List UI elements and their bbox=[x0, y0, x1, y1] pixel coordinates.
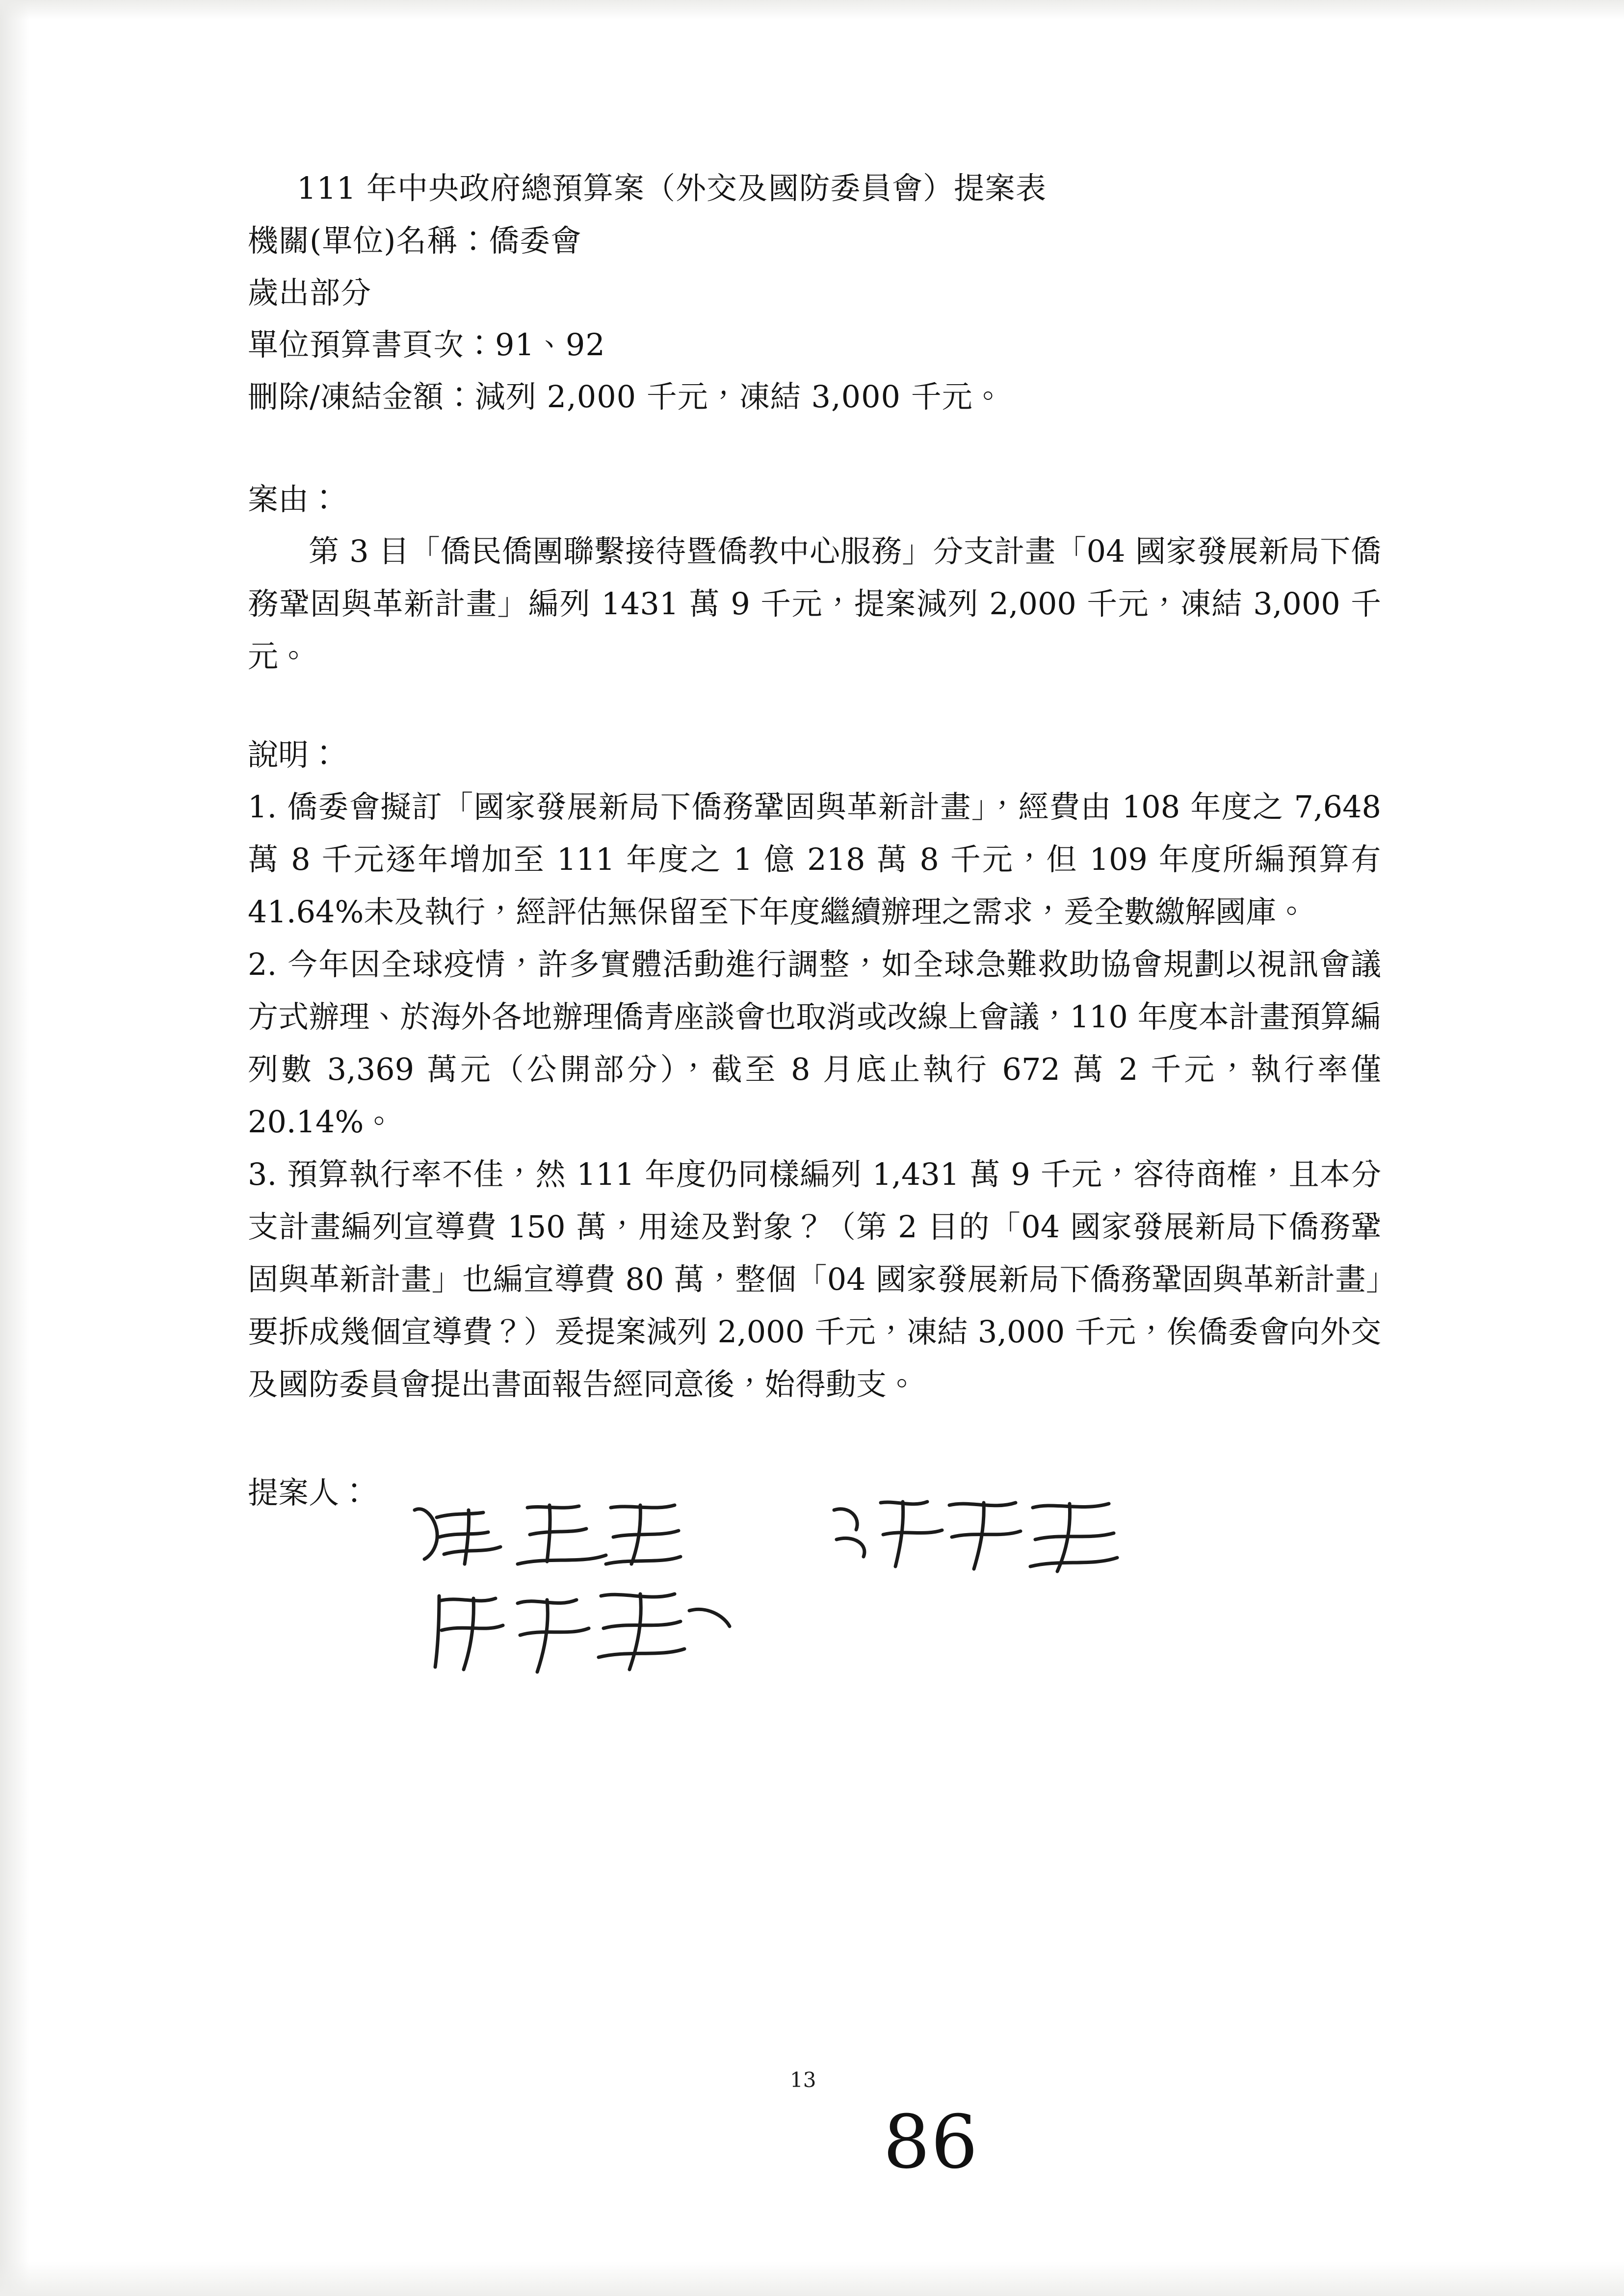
signature-wen-yu-hsia bbox=[410, 1490, 684, 1584]
scan-shadow-bottom bbox=[0, 2262, 1624, 2296]
scan-shadow-left bbox=[0, 0, 29, 2296]
document-body bbox=[248, 162, 1391, 1679]
explanation-item-1: 1. 僑委會擬訂「國家發展新局下僑務鞏固與革新計畫」，經費由 108 年度之 7,648 萬 8 千元逐年增加至 111 年度之 1 億 218 萬 8 千元，但 109 年度所編預算有 41.64%未及執行，經評估無保留至下年度繼續辦理之需求，爰全數繳解國庫。 bbox=[248, 789, 1391, 930]
spacer-after-header bbox=[248, 423, 1381, 474]
spacer-after-reason bbox=[248, 682, 1381, 730]
field-budget-book-pages: 單位預算書頁次：91、92 bbox=[248, 327, 605, 363]
field-cut-freeze-amount: 刪除/凍結金額：減列 2,000 千元，凍結 3,000 千元。 bbox=[248, 379, 1004, 415]
signature-area bbox=[248, 1517, 1381, 1679]
reason-body: 第 3 目「僑民僑團聯繫接待暨僑教中心服務」分支計畫「04 國家發展新局下僑務鞏固與革新計畫」編列 1431 萬 9 千元，提案減列 2,000 千元，凍結 3,000 千元。 bbox=[248, 533, 1381, 674]
document-title: 111 年中央政府總預算案（外交及國防委員會）提案表 bbox=[297, 170, 1047, 206]
proposer-label: 提案人： bbox=[248, 1475, 370, 1511]
reason-label: 案由： bbox=[248, 481, 340, 517]
item-number: 13 bbox=[790, 2068, 816, 2092]
explanation-item-3: 3. 預算執行率不佳，然 111 年度仍同樣編列 1,431 萬 9 千元，容待商榷，且本分支計畫編列宣導費 150 萬，用途及對象？（第 2 目的「04 國家發展新局下僑務鞏固與革新計畫」也編宣導費 80 萬，整個「04 國家發展新局下僑務鞏固與革新計畫」要拆成幾個宣導費？）爰提案減列 2,000 千元，凍結 3,000 千元，俟僑委會向外交及國防委員會提出書面報告經同意後，始得動支。 bbox=[248, 1156, 1381, 1402]
scan-shadow-top bbox=[0, 0, 1624, 20]
field-expenditure-section: 歲出部分 bbox=[248, 275, 372, 311]
field-agency-name: 機關(單位)名稱：僑委會 bbox=[248, 223, 582, 259]
signature-chiang-chi-chen bbox=[827, 1488, 1121, 1581]
page-number: 86 bbox=[883, 2100, 979, 2185]
explanation-item-2: 2. 今年因全球疫情，許多實體活動進行調整，如全球急難救助協會規劃以視訊會議方式辦理、於海外各地辦理僑青座談會也取消或改線上會議，110 年度本計畫預算編列數 3,369 萬元（公開部分），截至 8 月底止執行 672 萬 2 千元，執行率僅 20.14%。 bbox=[248, 946, 1391, 1140]
explanation-label: 說明： bbox=[248, 737, 340, 773]
signature-chen-i-hsin bbox=[429, 1581, 733, 1679]
